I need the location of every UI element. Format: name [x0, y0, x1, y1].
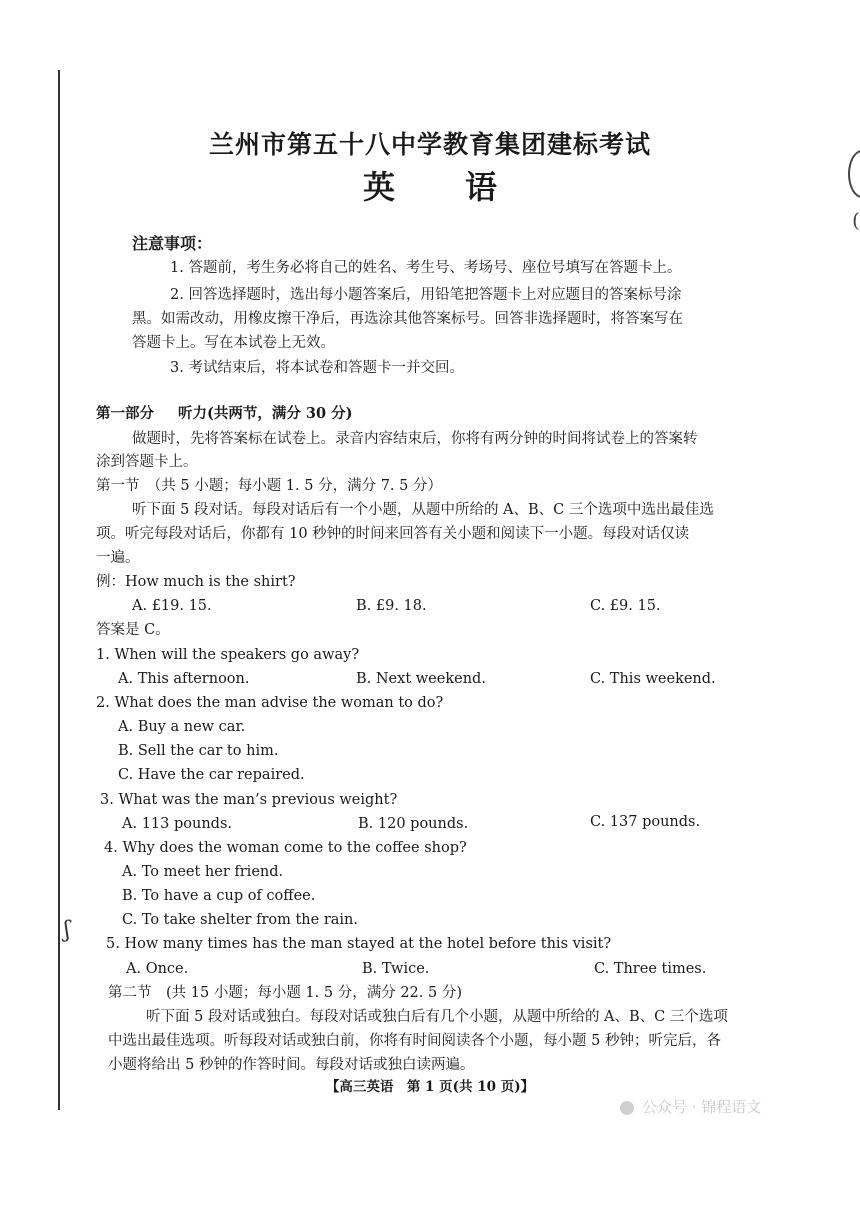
margin-pen-mark: ʃ: [64, 918, 70, 943]
notice-item-2-cont: 黑。如需改动，用橡皮擦干净后，再选涂其他答案标号。回答非选择题时，将答案写在: [132, 311, 683, 327]
section2-heading: 第二节 (共 15 小题；每小题 1. 5 分，满分 22. 5 分): [108, 985, 462, 1001]
question-5-option-a: A. Once.: [126, 961, 189, 977]
example-question: 例：How much is the shirt?: [96, 574, 296, 590]
question-4-option-b: B. To have a cup of coffee.: [122, 888, 316, 904]
section2-instructions: 听下面 5 段对话或独白。每段对话或独白后有几个小题，从题中所给的 A、B、C 三个选项: [146, 1009, 728, 1025]
question-2: 2. What does the man advise the woman to do?: [96, 695, 444, 711]
section1-instructions-cont: 项。听完每段对话后，你都有 10 秒钟的时间来回答有关小题和阅读下一小题。每段对话仅读: [96, 526, 690, 542]
watermark-text: 公众号 · 锦程语文: [642, 1098, 762, 1116]
part1-intro: 做题时，先将答案标在试卷上。录音内容结束后，你将有两分钟的时间将试卷上的答案转: [132, 431, 698, 447]
notice-heading: 注意事项：: [132, 234, 213, 253]
question-2-option-b: B. Sell the car to him.: [118, 743, 279, 759]
question-1-option-a: A. This afternoon.: [118, 671, 250, 687]
edge-bracket-mark: (: [852, 208, 860, 232]
question-3-option-b: B. 120 pounds.: [358, 816, 469, 832]
question-4-option-c: C. To take shelter from the rain.: [122, 912, 358, 928]
question-1-option-b: B. Next weekend.: [356, 671, 486, 687]
notice-item-2-cont2: 答题卡上。写在本试卷上无效。: [132, 335, 335, 351]
section2-instructions-cont2: 小题将给出 5 秒钟的作答时间。每段对话或独白读两遍。: [108, 1057, 475, 1073]
question-5-option-c: C. Three times.: [594, 961, 707, 977]
question-3-option-a: A. 113 pounds.: [122, 816, 232, 832]
part1-heading: 听力(共两节，满分 30 分): [178, 405, 353, 422]
question-2-option-c: C. Have the car repaired.: [118, 767, 305, 783]
example-option-a: A. £19. 15.: [132, 598, 212, 614]
section2-instructions-cont: 中选出最佳选项。听每段对话或独白前，你将有时间阅读各个小题，每小题 5 秒钟；听完后，各: [108, 1033, 721, 1049]
question-5-option-b: B. Twice.: [362, 961, 430, 977]
section1-instructions-cont2: 一遍。: [96, 550, 140, 566]
binding-line: [58, 70, 60, 1110]
question-4: 4. Why does the woman come to the coffee shop?: [104, 840, 467, 856]
section1-heading: 第一节 （共 5 小题；每小题 1. 5 分，满分 7. 5 分）: [96, 478, 442, 494]
question-3-option-c: C. 137 pounds.: [590, 814, 701, 830]
wechat-icon: [620, 1101, 634, 1115]
question-5: 5. How many times has the man stayed at the hotel before this visit?: [106, 936, 612, 952]
example-answer: 答案是 C。: [96, 622, 170, 638]
example-option-b: B. £9. 18.: [356, 598, 427, 614]
example-option-c: C. £9. 15.: [590, 598, 661, 614]
notice-item-2: 2. 回答选择题时，选出每小题答案后，用铅笔把答题卡上对应题目的答案标号涂: [170, 287, 682, 303]
question-1-option-c: C. This weekend.: [590, 671, 716, 687]
question-3: 3. What was the man’s previous weight?: [100, 792, 398, 808]
section1-instructions: 听下面 5 段对话。每段对话后有一个小题，从题中所给的 A、B、C 三个选项中选出最佳选: [132, 502, 714, 518]
watermark: [620, 1096, 761, 1117]
question-2-option-a: A. Buy a new car.: [118, 719, 246, 735]
part1-intro-cont: 涂到答题卡上。: [96, 454, 198, 470]
page-footer: 【高三英语 第 1 页(共 10 页)】: [325, 1079, 535, 1095]
question-4-option-a: A. To meet her friend.: [122, 864, 284, 880]
notice-item-1: 1. 答题前，考生务必将自己的姓名、考生号、考场号、座位号填写在答题卡上。: [170, 260, 682, 276]
notice-item-3: 3. 考试结束后，将本试卷和答题卡一并交回。: [170, 360, 464, 376]
exam-title: 兰州市第五十八中学教育集团建标考试: [208, 130, 651, 159]
subject-title: 英语: [362, 168, 567, 206]
question-1: 1. When will the speakers go away?: [96, 647, 360, 663]
part1-label: 第一部分: [96, 405, 154, 422]
